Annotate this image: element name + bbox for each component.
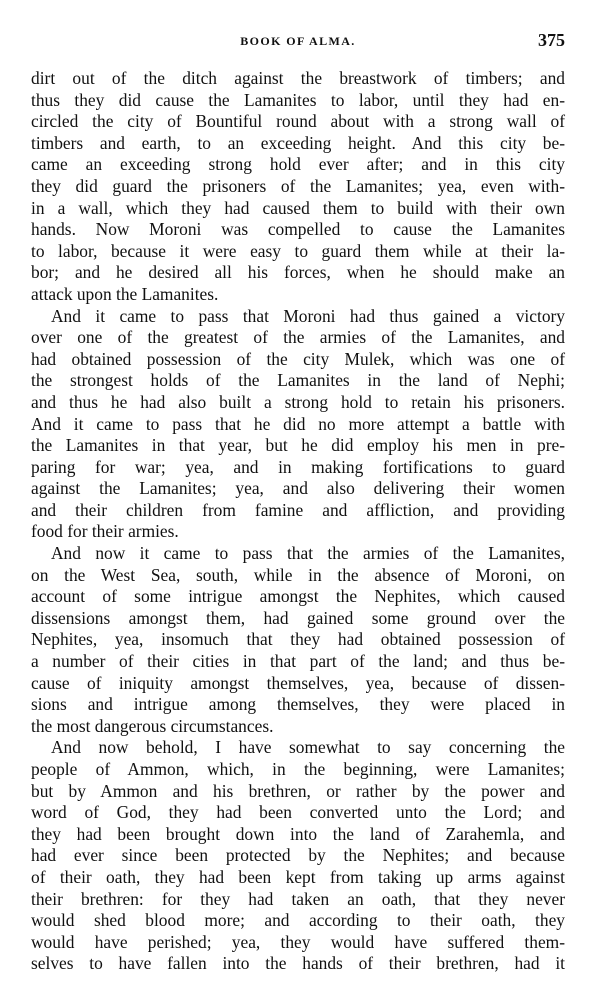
text-line: And now it came to pass that the armies of the Lamanites, bbox=[51, 543, 565, 564]
text-line: And it came to pass that Moroni had thus gained a victory bbox=[51, 305, 565, 326]
text-line: a number of their cities in that part of the land; and thus be- bbox=[31, 651, 565, 672]
text-line: would have perished; yea, they would have suffered them- bbox=[31, 931, 565, 952]
page-number: 375 bbox=[538, 30, 565, 50]
text-line: against the Lamanites; yea, and also delivering their women bbox=[31, 478, 565, 499]
text-line: had ever since been protected by the Nephites; and because bbox=[31, 845, 565, 866]
text-line: hands. Now Moroni was compelled to cause the Lamanites bbox=[31, 219, 565, 240]
text-line: the most dangerous circumstances. bbox=[31, 715, 274, 736]
text-line: cause of iniquity amongst themselves, yea, because of dissen- bbox=[31, 672, 565, 693]
text-line: they had been brought down into the land of Zarahemla, and bbox=[31, 823, 565, 844]
text-line: dirt out of the ditch against the breastwork of timbers; and bbox=[31, 68, 565, 88]
text-line: the strongest holds of the Lamanites in the land of Nephi; bbox=[31, 370, 565, 391]
text-line: their brethren: for they had taken an oath, that they never bbox=[31, 888, 565, 909]
text-line: had obtained possession of the city Mulek, which was one of bbox=[31, 348, 565, 369]
text-line: timbers and earth, to an exceeding height. And this city be- bbox=[31, 132, 565, 153]
text-line: and thus he had also built a strong hold to retain his prisoners. bbox=[31, 391, 565, 412]
text-line: people of Ammon, which, in the beginning, were Lamanites; bbox=[31, 759, 565, 779]
text-line: to labor, because it were easy to guard them while at their la- bbox=[31, 240, 565, 261]
text-line: and their children from famine and affliction, and providing bbox=[31, 499, 565, 520]
text-line: And now behold, I have somewhat to say concerning the bbox=[51, 737, 565, 758]
running-title: BOOK OF ALMA. bbox=[240, 34, 356, 48]
text-line: in a wall, which they had caused them to build with their own bbox=[31, 197, 565, 218]
text-line: circled the city of Bountiful round about with a strong wall of bbox=[31, 111, 565, 132]
text-line: over one of the greatest of the armies of the Lamanites, and bbox=[31, 327, 565, 348]
book-page bbox=[31, 0, 565, 983]
text-line: paring for war; yea, and in making fortifications to guard bbox=[31, 456, 565, 477]
text-line: sions and intrigue among themselves, they were placed in bbox=[31, 694, 565, 715]
text-line: thus they did cause the Lamanites to labor, until they had en- bbox=[31, 89, 565, 110]
text-line: attack upon the Lamanites. bbox=[31, 283, 219, 304]
text-line: selves to have fallen into the hands of their brethren, had it bbox=[31, 953, 565, 974]
text-line: dissensions amongst them, had gained some ground over the bbox=[31, 607, 565, 628]
text-line: Nephites, yea, insomuch that they had obtained possession of bbox=[31, 629, 565, 650]
text-line: And it came to pass that he did no more attempt a battle with bbox=[31, 413, 565, 434]
text-line: of their oath, they had been kept from taking up arms against bbox=[31, 866, 565, 887]
text-line: they did guard the prisoners of the Lamanites; yea, even with- bbox=[31, 175, 565, 196]
text-line: but by Ammon and his brethren, or rather by the power and bbox=[31, 780, 565, 801]
text-line: food for their armies. bbox=[31, 521, 179, 542]
text-line: would shed blood more; and according to their oath, they bbox=[31, 910, 565, 931]
text-line: came an exceeding strong hold ever after; and in this city bbox=[31, 154, 565, 175]
text-line: word of God, they had been converted unto the Lord; and bbox=[31, 802, 565, 823]
text-line: on the West Sea, south, while in the absence of Moroni, on bbox=[31, 564, 565, 585]
page-header bbox=[31, 30, 565, 56]
text-line: account of some intrigue amongst the Nephites, which caused bbox=[31, 586, 565, 607]
text-line: bor; and he desired all his forces, when he should make an bbox=[31, 262, 565, 283]
text-line: the Lamanites in that year, but he did employ his men in pre- bbox=[31, 435, 565, 456]
body-text bbox=[31, 68, 565, 975]
